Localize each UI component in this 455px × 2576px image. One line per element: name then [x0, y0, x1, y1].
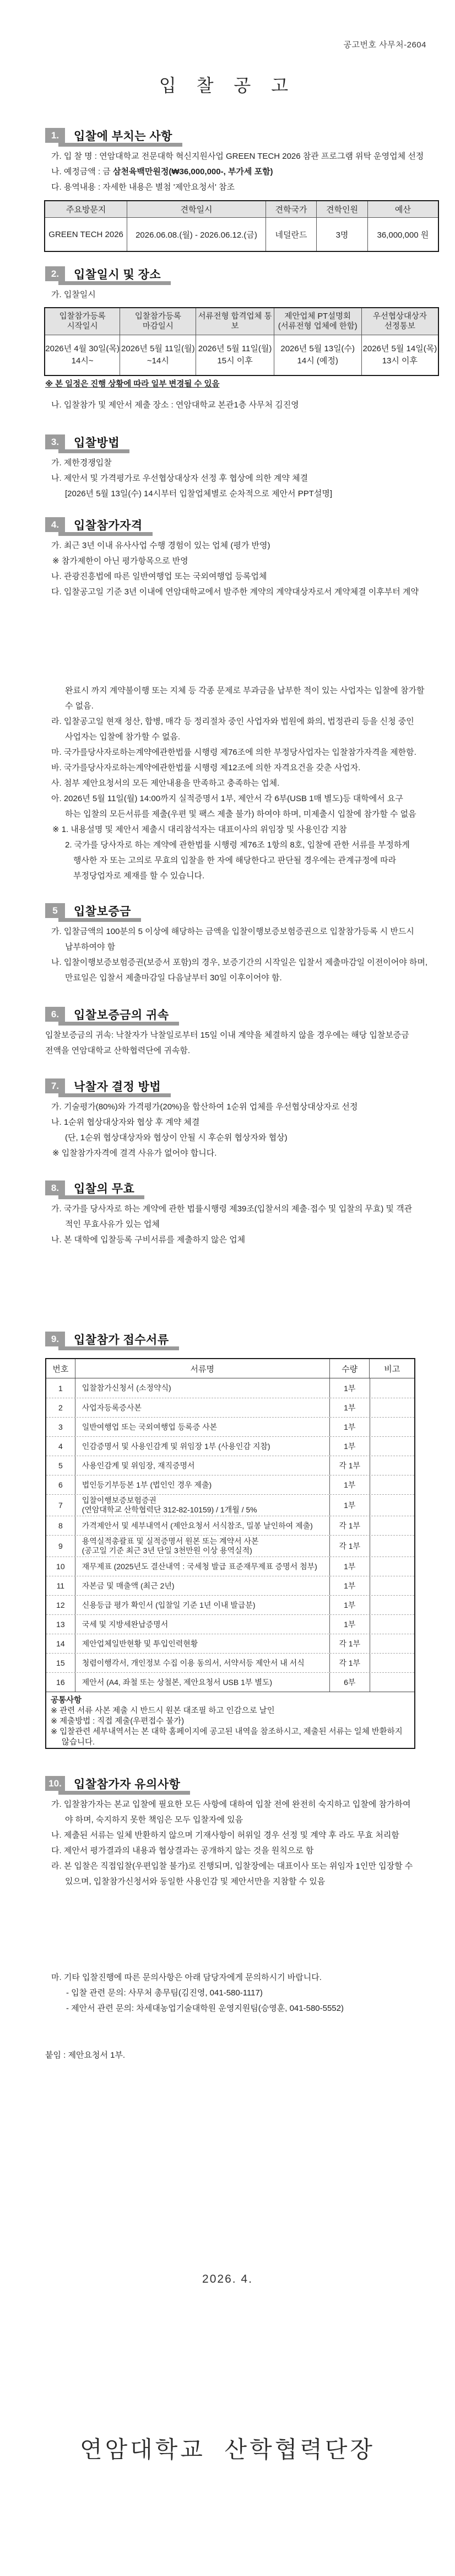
doc-remark [370, 1495, 415, 1516]
section-body [45, 1201, 437, 1248]
cell-line: 2026년 4월 30일(목) [45, 344, 120, 353]
body-line [45, 164, 437, 180]
announcement-date: 2026. 4. [202, 2273, 253, 2285]
doc-qty: 각 1부 [329, 1634, 370, 1653]
section-body [45, 1028, 437, 1059]
section-title: 입찰참가 접수서류 [74, 1333, 169, 1346]
doc-remark [370, 1673, 415, 1692]
header-line: 시작일시 [67, 322, 98, 331]
doc-name [75, 1516, 329, 1535]
column-header [196, 308, 273, 335]
doc-name [75, 1576, 329, 1595]
section-eligibility [45, 517, 437, 884]
common-note: ※ 입찰관련 세부내역서는 본 대학 홈페이지에 공고된 내역을 참조하시고, 제출된 서류는 일체 반환하지 [51, 1727, 403, 1736]
section-bid-invalid [45, 1180, 437, 1248]
section-number: 8. [45, 1180, 65, 1195]
doc-number: 9 [58, 1542, 63, 1550]
table-row [46, 1595, 414, 1614]
schedule-cell [120, 335, 196, 375]
doc-number: 8 [58, 1521, 63, 1530]
doc-name [75, 1634, 329, 1653]
section-title: 입찰보증금의 귀속 [74, 1008, 169, 1022]
doc-remark [370, 1516, 415, 1535]
section-award-method [45, 1078, 437, 1161]
column-header: 주요방문지 [45, 201, 127, 218]
header-line: 마감일시 [142, 322, 174, 331]
body-line: 행사한 자 또는 고의로 무효의 입찰을 한 자에 해당한다고 판단될 경우에는 관계규정에 따라 [73, 856, 397, 865]
doc-name-line: 인감증명서 및 사용인감계 및 위임장 1부 (사용인감 지참) [82, 1441, 270, 1451]
body-line: 부정당업자로 제재를 할 수 있습니다. [73, 871, 205, 881]
doc-number: 14 [56, 1639, 65, 1648]
cell-line: 15시 이후 [217, 356, 253, 366]
doc-remark [370, 1475, 415, 1494]
body-line: 마. 기타 입찰진행에 따른 문의사항은 아래 담당자에게 문의하시기 바랍니다. [51, 1973, 322, 1982]
section-header [45, 1180, 134, 1195]
section-header [45, 128, 172, 143]
section-header [45, 1078, 161, 1093]
doc-remark [370, 1437, 415, 1456]
doc-name [75, 1456, 329, 1475]
section-body [45, 1797, 437, 2063]
spacer [45, 2016, 437, 2048]
doc-name-line: (공고일 기준 최근 3년 단일 3천만원 이상 용역실적) [82, 1546, 252, 1555]
doc-name [75, 1536, 329, 1557]
body-line: 나. 입찰참가 및 제안서 제출 장소 : 연암대학교 본관1층 사무처 김진영 [51, 400, 299, 410]
section-body [45, 1099, 437, 1161]
column-header: 예산 [367, 201, 438, 218]
doc-remark [370, 1576, 415, 1595]
body-line: 나. 입찰이행보증보험증권(보증서 포함)의 경우, 보증기간의 시작일은 입찰서 제출마감일 이전이어야 하며, [51, 958, 428, 967]
section-number: 2. [45, 266, 65, 281]
attachment-line: 붙임 : 제안요청서 1부. [45, 2051, 126, 2060]
doc-name [75, 1378, 329, 1398]
notice-number: 공고번호 사무처-2604 [343, 40, 426, 50]
section-number: 4. [45, 517, 65, 532]
section-body [45, 455, 437, 502]
section-title: 입찰참가자격 [74, 519, 143, 532]
table-row [46, 1535, 414, 1557]
doc-qty: 각 1부 [329, 1516, 370, 1535]
page-break-spacer [45, 600, 437, 683]
doc-name [75, 1596, 329, 1614]
header-line: (서류전형 업체에 한함) [278, 322, 358, 331]
section-title: 낙찰자 결정 방법 [74, 1080, 161, 1093]
document-title: 입 찰 공 고 [159, 76, 296, 95]
doc-number: 16 [56, 1678, 65, 1687]
table-row [46, 1614, 414, 1634]
doc-name [75, 1475, 329, 1494]
table-header-row [46, 1359, 414, 1378]
cell-line: 2026년 5월 14일(목) [362, 344, 437, 353]
body-line: 라. 본 입찰은 직접입찰(우편입찰 불가)로 진행되며, 입찰장에는 대표이사 또는 위임자 1인만 입장할 수 [51, 1861, 413, 1871]
body-line: 수 없음. [65, 701, 94, 711]
doc-name [75, 1673, 329, 1692]
doc-name-line: 용역실적총괄표 및 실적증명서 원본 또는 계약서 사본 [82, 1537, 259, 1545]
doc-qty: 6부 [329, 1673, 370, 1692]
table-row [46, 1494, 414, 1516]
body-line: 입찰보증금의 귀속: 낙찰자가 낙찰일로부터 15일 이내 계약을 체결하지 않을 경우에는 해당 입찰보증금 [45, 1031, 409, 1040]
section-header [45, 266, 161, 281]
section-header [45, 517, 143, 532]
body-line: 사. 첨부 제안요청서의 모든 제안내용을 만족하고 충족하는 업체. [51, 779, 280, 788]
section-header [45, 1007, 169, 1022]
column-header: 수량 [329, 1359, 370, 1378]
doc-name [75, 1495, 329, 1516]
doc-remark [370, 1615, 415, 1634]
body-line: 마. 국가를당사자로하는계약에관한법률 시행령 제76조에 의한 부정당사업자는 입찰참가자격을 제한함. [51, 748, 416, 757]
table-row [46, 1378, 414, 1398]
body-line: 나. 1순위 협상대상자와 협상 후 계약 체결 [51, 1118, 200, 1127]
section-header [45, 1776, 180, 1791]
column-header: 번호 [46, 1359, 75, 1378]
cell-line: 2026년 5월 11일(월) [198, 344, 272, 353]
section-body [45, 149, 437, 195]
column-header [45, 308, 120, 335]
body-line: 하는 입찰의 모든서류를 제출(우편 및 팩스 제출 불가) 하여야 하며, 미제출시 입찰에 참가할 수 없음 [65, 809, 416, 819]
doc-remark [370, 1378, 415, 1398]
section-number: 5 [45, 903, 65, 918]
table-row [46, 1417, 414, 1436]
doc-name-line: (연암대학교 산학협력단 312-82-10159) / 1개월 / 5% [82, 1505, 257, 1514]
header-line: 서류전형 합격업체 통보 [198, 312, 272, 331]
section-body [45, 538, 437, 884]
visit-headcount: 3명 [316, 218, 367, 251]
visit-table [44, 200, 439, 252]
doc-number: 12 [56, 1601, 65, 1609]
column-header: 견학국가 [266, 201, 316, 218]
common-note: 않습니다. [62, 1738, 95, 1747]
body-line: 완료시 까지 계약불이행 또는 지체 등 각종 문제로 부과금을 납부한 적이 있는 사업자는 입찰에 참가할 [65, 686, 425, 695]
body-line: ※ 입찰참가자격에 결격 사유가 없어야 합니다. [52, 1149, 217, 1158]
body-line: 다. 용역내용 : 자세한 내용은 별첨 '제안요청서' 참조 [51, 183, 235, 192]
body-line: 가. 입찰금액의 100분의 5 이상에 해당하는 금액을 입찰이행보증보험증권으로 입찰참가등록 시 반드시 [51, 927, 414, 936]
doc-name-line: 사업자등록증사본 [82, 1403, 142, 1412]
body-line: 다. 제안서 평가결과의 내용과 협상결과는 공개하지 않는 것을 원칙으로 함 [51, 1846, 314, 1855]
section-number: 10. [45, 1776, 65, 1791]
doc-number: 2 [58, 1403, 63, 1412]
section-bid-schedule [45, 266, 437, 303]
doc-name [75, 1615, 329, 1634]
common-note: ※ 제출방법 : 직접 제출(우편접수 불가) [51, 1717, 185, 1726]
body-line: (단, 1순위 협상대상자와 협상이 안될 시 후순위 협상자와 협상) [65, 1133, 288, 1142]
body-line: 납부하여야 함 [65, 942, 116, 952]
column-header [274, 308, 361, 335]
schedule-table [44, 307, 439, 376]
table-row [46, 1516, 414, 1535]
cell-line: 13시 이후 [382, 356, 418, 366]
doc-number: 15 [56, 1659, 65, 1667]
doc-qty: 1부 [329, 1596, 370, 1614]
doc-qty: 1부 [329, 1576, 370, 1595]
doc-qty: 1부 [329, 1437, 370, 1456]
doc-qty: 각 1부 [329, 1536, 370, 1557]
doc-number: 10 [56, 1562, 65, 1571]
doc-name [75, 1437, 329, 1456]
section-number: 3. [45, 434, 65, 449]
doc-name-line: 입찰참가신청서 (소정약식) [82, 1383, 171, 1392]
body-line: 적인 무효사유가 있는 업체 [65, 1220, 160, 1229]
section-title: 입찰의 무효 [74, 1182, 135, 1195]
section-title: 입찰에 부치는 사항 [74, 130, 172, 143]
body-line: 만료일은 입찰서 제출마감일 다음날부터 30일 이후이어야 함. [65, 973, 282, 983]
body-line: 가. 최근 3년 이내 유사사업 수행 경험이 있는 업체 (평가 반영) [51, 541, 270, 550]
body-line: 야 하며, 숙지하지 못한 책임은 모두 입찰자에 있음 [65, 1815, 243, 1824]
section-header [45, 434, 120, 449]
column-header: 비고 [369, 1359, 414, 1378]
doc-name [75, 1418, 329, 1436]
doc-qty: 1부 [329, 1398, 370, 1417]
doc-name-line: 국세 및 지방세완납증명서 [82, 1619, 169, 1629]
schedule-change-note: ※ 본 일정은 진행 상황에 따라 일부 변경될 수 있음 [45, 380, 220, 389]
section-title: 입찰일시 및 장소 [74, 268, 161, 281]
body-line: ※ 참가제한이 아닌 평가항목으로 반영 [52, 556, 188, 566]
section-required-documents [45, 1332, 437, 1346]
section-header [45, 1332, 169, 1346]
column-header [361, 308, 438, 335]
doc-name-line: 법인등기부등본 1부 (법인인 경우 제출) [82, 1480, 212, 1489]
documents-table [45, 1358, 415, 1749]
column-header: 견학일시 [127, 201, 266, 218]
body-line: 다. 입찰공고일 기준 3년 이내에 연암대학교에서 발주한 계약의 계약대상자로서 계약체결 이후부터 계약 [51, 587, 419, 597]
doc-name-line: 입찰이행보증보험증권 [82, 1496, 156, 1505]
common-note: ※ 관련 서류 사본 제출 시 반드시 원본 대조필 하고 인감으로 날인 [51, 1706, 275, 1715]
body-line: 사업자는 입찰에 참가할 수 없음. [65, 732, 181, 742]
doc-remark [370, 1418, 415, 1436]
doc-remark [370, 1634, 415, 1653]
body-line: 가. 국가를 당사자로 하는 계약에 관한 법률시행령 제39조(입찰서의 제출·접수 및 입찰의 무효) 및 객관 [51, 1204, 413, 1214]
table-row [46, 1456, 414, 1475]
body-line: ※ 1. 내용설명 및 제안서 제출시 대리참석자는 대표이사의 위임장 및 사용인감 지참 [52, 825, 347, 834]
table-header-row [45, 201, 438, 218]
section-number: 9. [45, 1332, 65, 1346]
doc-remark [370, 1398, 415, 1417]
section-number: 1. [45, 128, 65, 143]
doc-name-line: 재무제표 (2025년도 결산내역 : 국세청 발급 표준재무제표 증명서 첨부) [82, 1561, 317, 1571]
column-header: 견학인원 [316, 201, 367, 218]
common-title: 공통사항 [51, 1696, 82, 1705]
table-row [46, 1557, 414, 1576]
doc-remark [370, 1654, 415, 1672]
body-line: 나. 제출된 서류는 일체 반환하지 않으며 기재사항이 허위일 경우 선정 및 계약 후 라도 무효 처리함 [51, 1831, 399, 1840]
section-bond-forfeit [45, 1007, 437, 1059]
doc-remark [370, 1456, 415, 1475]
body-line: 가. 기술평가(80%)와 가격평가(20%)을 합산하여 1순위 업체를 우선협상대상자로 선정 [51, 1102, 358, 1112]
doc-number: 7 [58, 1501, 63, 1510]
doc-qty: 각 1부 [329, 1456, 370, 1475]
section-header [45, 903, 131, 918]
doc-number: 11 [56, 1581, 65, 1590]
table-row [46, 1576, 414, 1595]
issuer-signature: 연암대학교 산학협력단장 [80, 2437, 375, 2462]
doc-number: 6 [58, 1480, 63, 1489]
doc-number: 4 [58, 1442, 63, 1451]
header-line: 입찰참가등록 [134, 312, 181, 321]
doc-number: 13 [56, 1620, 65, 1629]
section-number: 7. [45, 1078, 65, 1093]
body-line: [2026년 5월 13일(수) 14시부터 입찰업체별로 순차적으로 제안서 PPT설명] [65, 489, 333, 498]
cell-line: 14시~ [71, 356, 94, 366]
section-bid-bond [45, 903, 437, 986]
visit-dates: 2026.06.08.(월) - 2026.06.12.(금) [127, 218, 266, 251]
section-title: 입찰보증금 [74, 905, 131, 918]
doc-name-line: 신용등급 평가 확인서 (입찰일 기준 1년 이내 발급분) [82, 1600, 256, 1609]
visit-budget: 36,000,000 원 [367, 218, 438, 251]
doc-number: 3 [58, 1423, 63, 1431]
doc-qty: 1부 [329, 1495, 370, 1516]
doc-remark [370, 1596, 415, 1614]
table-row [46, 1475, 414, 1494]
budget-label: 나. 예정금액 : 금 [51, 167, 113, 176]
doc-qty: 1부 [329, 1615, 370, 1634]
doc-name-line: 자본금 및 매출액 (최근 2년) [82, 1581, 175, 1590]
body-line: 나. 제안서 및 가격평가로 우선협상대상자 선정 후 협상에 의한 계약 체결 [51, 474, 308, 483]
column-header: 서류명 [75, 1359, 329, 1378]
table-row [46, 1653, 414, 1672]
body-line: - 입찰 관련 문의: 사무처 총무팀(김진영, 041-580-1117) [66, 1988, 263, 1998]
header-line: 제안업체 PT설명회 [284, 312, 351, 321]
doc-qty: 1부 [329, 1378, 370, 1398]
doc-name [75, 1398, 329, 1417]
schedule-cell [196, 335, 273, 375]
table-row [46, 1634, 414, 1653]
common-requirements [46, 1692, 414, 1748]
doc-name [75, 1557, 329, 1576]
budget-amount: 삼천육백만원정(₩36,000,000-, 부가세 포함) [112, 167, 273, 176]
body-line: - 제안서 관련 문의: 차세대농업기술대학원 운영지원팀(승영훈, 041-580-5552) [66, 2004, 344, 2013]
table-row [45, 335, 438, 375]
doc-remark [370, 1557, 415, 1576]
body-line: 있으며, 입찰참가신청서와 동일한 사용인감 및 제안서만을 지참할 수 있음 [65, 1877, 326, 1886]
section-body [45, 924, 437, 986]
body-line: 가. 입찰참가자는 본교 입찰에 필요한 모든 사항에 대하여 입찰 전에 완전히 숙지하고 입찰에 참가하여 [51, 1800, 411, 1809]
cell-line: 14시 (예정) [297, 356, 338, 366]
table-header-row [45, 308, 438, 335]
doc-name-line: 청렴이행각서, 개인정보 수집 이용 동의서, 서약서등 제안서 내 서식 [82, 1658, 305, 1667]
doc-qty: 1부 [329, 1475, 370, 1494]
section-bidder-notes [45, 1776, 437, 2063]
doc-qty: 1부 [329, 1418, 370, 1436]
body-line: 라. 입찰공고일 현재 청산, 합병, 매각 등 정리절차 중인 사업자와 법원에 화의, 법정관리 등을 신청 중인 [51, 717, 414, 726]
section-bid-items [45, 128, 437, 195]
table-row [46, 1398, 414, 1417]
schedule-cell [274, 335, 361, 375]
schedule-cell [45, 335, 120, 375]
cell-line: ~14시 [147, 356, 169, 366]
body-line: 아. 2026년 5월 11일(월) 14:00까지 실적증명서 1부, 제안서 각 6부(USB 1매 별도)등 대학에서 요구 [51, 794, 403, 803]
doc-name-line: 제안서 (A4, 좌철 또는 상철본, 제안요청서 USB 1부 별도) [82, 1677, 273, 1687]
page-break-spacer [45, 1890, 437, 1970]
doc-number: 1 [58, 1383, 63, 1393]
doc-number: 5 [58, 1461, 63, 1470]
body-line: 전액을 연암대학교 산학협력단에 귀속함. [45, 1046, 191, 1055]
cell-line: 2026년 5월 11일(월) [121, 344, 195, 353]
section-number: 6. [45, 1007, 65, 1022]
section-bid-method [45, 434, 437, 502]
body-line: 2. 국가를 당사자로 하는 계약에 관한법률 시행령 제76조 1항의 8호, 입찰에 관한 서류를 부정하게 [65, 840, 410, 850]
doc-name [75, 1654, 329, 1672]
column-header [120, 308, 196, 335]
doc-name-line: 사용인감계 및 위임장, 재직증명서 [82, 1461, 195, 1470]
section-title: 입찰참가자 유의사항 [74, 1778, 181, 1791]
doc-remark [370, 1536, 415, 1557]
schedule-cell [361, 335, 438, 375]
doc-qty: 1부 [329, 1557, 370, 1576]
body-line: 나. 관광진흥법에 따른 일반여행업 또는 국외여행업 등록업체 [51, 572, 267, 581]
table-row [46, 1436, 414, 1456]
doc-name-line: 일반여행업 또는 국외여행업 등록증 사본 [82, 1422, 218, 1431]
visit-country: 네덜란드 [266, 218, 316, 251]
body-line: 가. 입 찰 명 : 연암대학교 전문대학 혁신지원사업 GREEN TECH 2026 참관 프로그램 위탁 운영업체 선정 [51, 152, 424, 161]
section-title: 입찰방법 [74, 436, 120, 449]
header-line: 우선협상대상자 [372, 312, 427, 321]
doc-name-line: 가격제안서 및 세부내역서 (제안요청서 서식참조, 밀봉 날인하여 제출) [82, 1521, 313, 1530]
doc-qty: 각 1부 [329, 1654, 370, 1672]
body-line: 나. 본 대학에 입찰등록 구비서류를 제출하지 않은 업체 [51, 1235, 246, 1244]
table-row [45, 218, 438, 251]
header-line: 선정통보 [384, 322, 415, 331]
table-row [46, 1672, 414, 1692]
body-line: 가. 입찰일시 [51, 290, 96, 299]
body-line: 가. 제한경쟁입찰 [51, 458, 112, 468]
schedule-notes [45, 377, 437, 413]
section-body [45, 287, 437, 303]
cell-line: 2026년 5월 13일(수) [280, 344, 355, 353]
visit-program: GREEN TECH 2026 [48, 229, 123, 239]
body-line: 바. 국가를당사자로하는계약에관한법률 시행령 제12조에 의한 자격요건을 갖춘 사업자. [51, 763, 361, 772]
doc-name-line: 제안업체일반현황 및 투입인력현황 [82, 1639, 198, 1648]
header-line: 입찰참가등록 [59, 312, 106, 321]
